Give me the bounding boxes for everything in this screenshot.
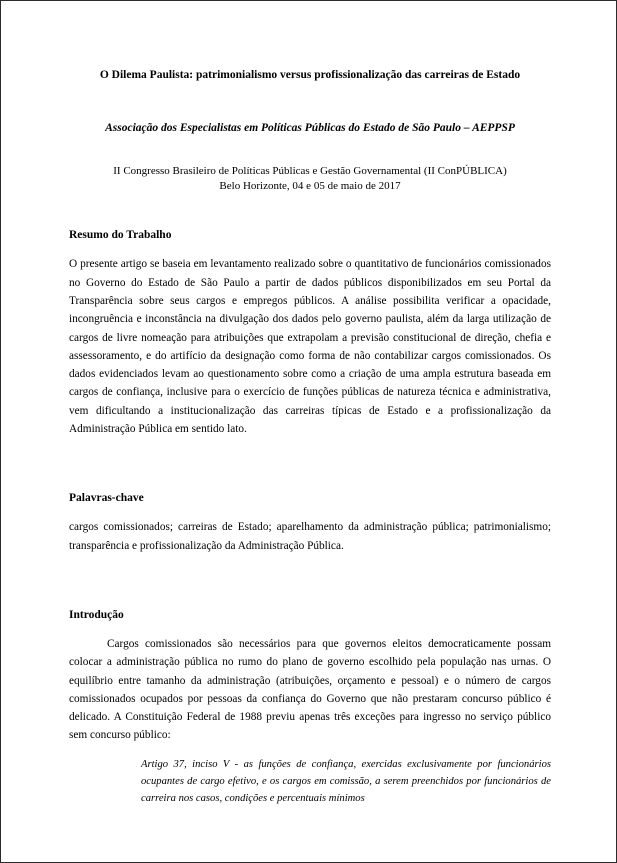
event-info: [69, 164, 551, 196]
keywords-body: cargos comissionados; carreiras de Estado; aparelhamento da administração pública; patrimonialismo; transparência e profissionalização da Administração Pública.: [69, 521, 551, 552]
spacer: [69, 555, 551, 575]
page-title: O Dilema Paulista: patrimonialismo versus profissionalização das carreiras de Estado: [99, 69, 521, 81]
constitution-quote: Artigo 37, inciso V - as funções de confiança, exercidas exclusivamente por funcionários ocupantes de cargo efetivo, e os cargos em comissão, a serem preenchidos por funcionários de carreira nos casos, condições e percentuais mínimos: [141, 758, 551, 804]
association-line: Associação dos Especialistas em Políticas Públicas do Estado de São Paulo – AEPPSP: [105, 122, 515, 135]
event-location-date: Belo Horizonte, 04 e 05 de maio de 2017: [219, 180, 401, 193]
event-name: II Congresso Brasileiro de Políticas Públicas e Gestão Governamental (II ConPÚBLICA): [113, 164, 507, 177]
spacer: [69, 438, 551, 458]
abstract-body: O presente artigo se baseia em levantamento realizado sobre o quantitativo de funcionários comissionados no Governo do Estado de São Paulo a partir de dados públicos disponibilizados em seu Portal da Transparência sobre seus cargos e empregos públicos. A análise possibilita verificar a opacidade, incongruência e inconstância na divulgação dos dados pelo governo paulista, além da larga utilização de cargos de livre nomeação para atribuições que extrapolam a previsão constitucional de direção, chefia e assessoramento, e do artifício da designação como forma de não contabilizar cargos comissionados. Os dados evidenciados levam ao questionamento sobre como a criação de uma ampla estrutura baseada em cargos de confiança, inclusive para o exercício de funções públicas de natureza técnica e administrativa, vem dificultando a institucionalização das carreiras típicas de Estado e a profissionalização da Administração Pública em sentido lato.: [69, 258, 551, 436]
introduction-heading: Introdução: [69, 608, 124, 621]
keywords-heading: Palavras-chave: [69, 492, 144, 505]
introduction-paragraph: Cargos comissionados são necessários para que governos eleitos democraticamente possam colocar a administração pública no rumo do plano de governo escolhido pela população nas urnas. O equilíbrio entre tamanho da administração (atribuições, orçamento e pessoal) e o número de cargos comissionados ocupados por pessoas da confiança do Governo que não prestaram concurso público é delicado. A Constituição Federal de 1988 previu apenas três exceções para ingresso no serviço público sem concurso público:: [69, 637, 551, 742]
document-content: [69, 53, 551, 808]
abstract-heading: Resumo do Trabalho: [69, 229, 172, 242]
